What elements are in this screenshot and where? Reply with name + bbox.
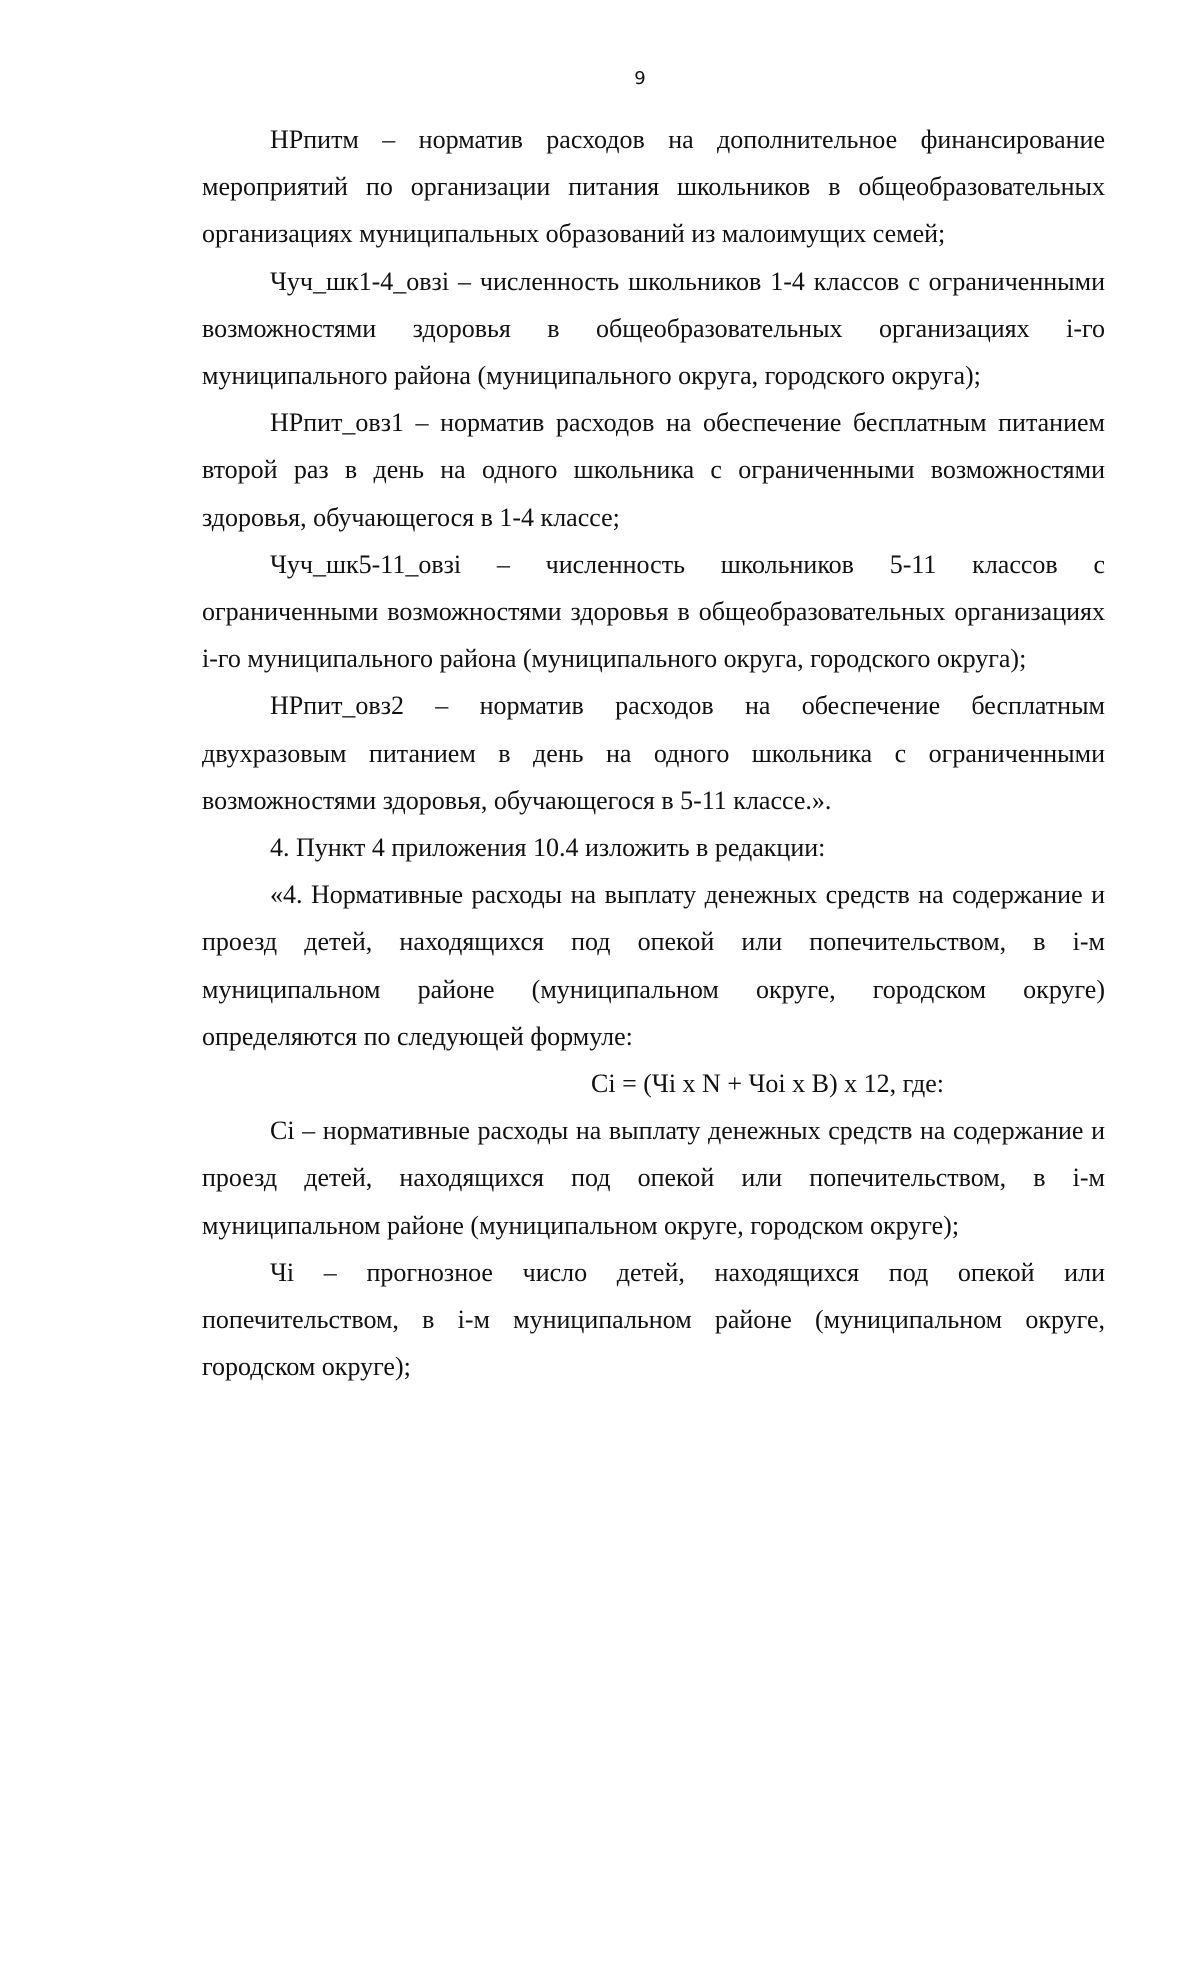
paragraph-chuch-shk1-4: Чуч_шк1-4_овзi – численность школьников 1-4 классов с ограниченными возможностями здоровья в общеобразовательных организациях i-го муниципального района (муниципального округа, городского округа); [202,266,1105,391]
paragraph-nrpit-ovz1: НРпит_овз1 – норматив расходов на обеспечение бесплатным питанием второй раз в день на одного школьника с ограниченными возможностями здоровья, обучающегося в 1-4 классе; [202,408,1105,532]
page-number: 9 [634,68,646,89]
definition-chi: Чi – прогнозное число детей, находящихся под опекой или попечительством, в i-м муниципальном районе (муниципальном округе, городском округе); [202,1257,1105,1382]
definition-ci: Ci – нормативные расходы на выплату денежных средств на содержание и проезд детей, находящихся под опекой или попечительством, в i-м муниципальном районе (муниципальном округе, городском округе); [202,1116,1105,1240]
paragraph-nrpit-ovz2: НРпит_овз2 – норматив расходов на обеспечение бесплатным двухразовым питанием в день на одного школьника с ограниченными возможностями здоровья, обучающегося в 5-11 классе.». [202,691,1105,815]
formula: Ci = (Чi x N + Чoi x B) x 12, где: [591,1069,944,1099]
paragraph-nrpitm: НРпитм – норматив расходов на дополнительное финансирование мероприятий по организации питания школьников в общеобразовательных организациях муниципальных образований из малоимущих семей; [202,125,1105,249]
paragraph-item-4-heading: 4. Пункт 4 приложения 10.4 изложить в редакции: [270,833,826,863]
paragraph-chuch-shk5-11: Чуч_шк5-11_овзi – численность школьников 5-11 классов с ограниченными возможностями здоровья в общеобразовательных организациях i-го муниципального района (муниципального округа, городского округа); [202,549,1105,674]
paragraph-item-4-text: «4. Нормативные расходы на выплату денежных средств на содержание и проезд детей, находящихся под опекой или попечительством, в i-м муниципальном районе (муниципальном округе, городском округе) определяются по следующей формуле: [202,880,1105,1051]
document-body [202,116,1105,1390]
